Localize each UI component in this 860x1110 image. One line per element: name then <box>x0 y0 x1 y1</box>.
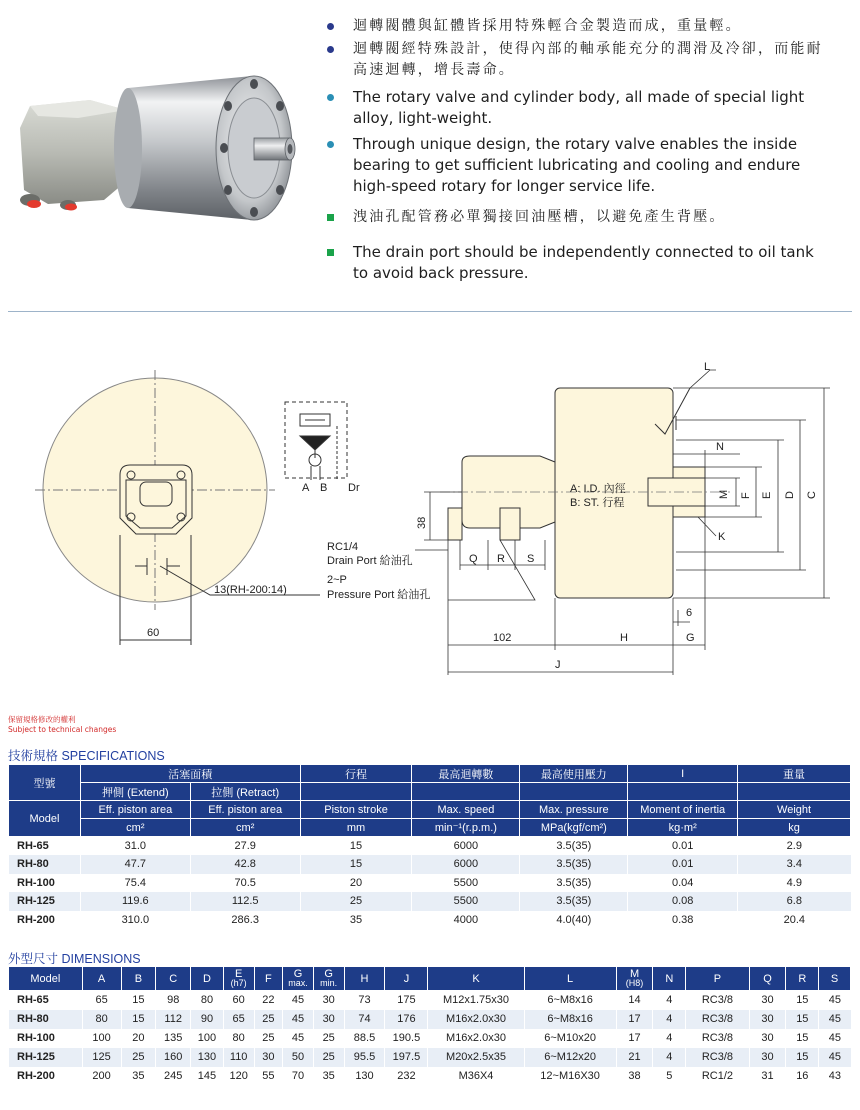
spec-cell: 2.9 <box>738 837 851 856</box>
feature-item <box>323 242 823 284</box>
dim-cell: RC3/8 <box>686 1010 749 1029</box>
dim-cell: 43 <box>819 1067 851 1086</box>
spec-cell: 42.8 <box>190 855 300 874</box>
dim-cell: M20x2.5x35 <box>428 1048 524 1067</box>
bullet-dot-icon <box>327 141 334 148</box>
dim-cell: 45 <box>283 991 314 1010</box>
dim-col-label: B <box>134 972 143 985</box>
bullet-square-icon <box>327 249 334 256</box>
dim-13-label: 13(RH-200:14) <box>214 584 287 596</box>
dim-cell: 6~M10x20 <box>524 1029 616 1048</box>
dim-cell: 74 <box>344 1010 385 1029</box>
spec-cell: 0.04 <box>628 874 738 893</box>
dim-cell: 30 <box>749 1029 786 1048</box>
col-speed-en: Max. speed <box>412 801 520 819</box>
spec-cell: 4000 <box>412 911 520 930</box>
dim-col-header <box>313 967 344 991</box>
dim-cell: 80 <box>191 991 224 1010</box>
dim-cell: 98 <box>156 991 191 1010</box>
bullet-dot-icon <box>327 23 334 30</box>
spec-cell: 286.3 <box>190 911 300 930</box>
dim-cell: 80 <box>82 1010 121 1029</box>
spec-cell: 5500 <box>412 874 520 893</box>
dim-cell: 15 <box>786 991 819 1010</box>
dim-col-label: G <box>324 968 333 980</box>
dim-cell: 21 <box>616 1048 653 1067</box>
dim-col-sublabel: min. <box>320 978 338 988</box>
dim-m-label: M <box>718 489 730 499</box>
dim-cell: 4 <box>653 1048 686 1067</box>
dim-cell: 135 <box>156 1029 191 1048</box>
dim-row <box>9 1010 851 1029</box>
dim-cell: 120 <box>223 1067 254 1086</box>
dim-cell: 130 <box>344 1067 385 1086</box>
dim-model-cell: RH-100 <box>9 1029 83 1048</box>
dim-cell: 5 <box>653 1067 686 1086</box>
port-label-a: A <box>302 482 310 494</box>
spec-cell: 35 <box>300 911 412 930</box>
dim-cell: 50 <box>283 1048 314 1067</box>
dim-row <box>9 1067 851 1086</box>
dim-e-label: E <box>761 491 773 499</box>
dim-col-label: G <box>293 968 303 980</box>
unit-weight: kg <box>738 819 851 837</box>
dim-cell: 22 <box>254 991 283 1010</box>
dim-cell: M16x2.0x30 <box>428 1029 524 1048</box>
col-extend: 押側 (Extend) <box>80 783 190 801</box>
spec-cell: 20 <box>300 874 412 893</box>
spec-cell: 15 <box>300 855 412 874</box>
unit-inertia: kg·m² <box>628 819 738 837</box>
dim-cell: RC3/8 <box>686 1029 749 1048</box>
dim-cell: 55 <box>254 1067 283 1086</box>
specifications-body <box>9 837 851 930</box>
feature-text: 迴轉閥體與缸體皆採用特殊輕合金製造而成，重量輕。 <box>353 18 742 34</box>
dim-cell: 130 <box>191 1048 224 1067</box>
dim-cell: 15 <box>121 991 156 1010</box>
dim-cell: M12x1.75x30 <box>428 991 524 1010</box>
dim-col-label: F <box>264 972 272 985</box>
dim-cell: 4 <box>653 1029 686 1048</box>
technical-change-notice <box>8 715 116 735</box>
dim-cell: 30 <box>254 1048 283 1067</box>
spec-cell: 6000 <box>412 837 520 856</box>
dim-j-label: J <box>555 659 561 671</box>
spec-row <box>9 874 851 893</box>
feature-item <box>323 207 823 228</box>
spec-cell: 75.4 <box>80 874 190 893</box>
dim-cell: 25 <box>313 1048 344 1067</box>
col-area-zh: 活塞面積 <box>80 765 300 783</box>
spec-model-cell: RH-200 <box>9 911 81 930</box>
spec-cell: 3.5(35) <box>520 874 628 893</box>
dim-cell: RC3/8 <box>686 1048 749 1067</box>
spec-row <box>9 911 851 930</box>
dim-cell: 45 <box>819 991 851 1010</box>
spec-cell: 47.7 <box>80 855 190 874</box>
dim-38-label: 38 <box>416 516 428 529</box>
dim-model-cell: RH-125 <box>9 1048 83 1067</box>
col-model-en: Model <box>9 801 81 837</box>
dim-cell: 65 <box>82 991 121 1010</box>
two-p-label: 2~P <box>327 574 347 586</box>
st-label: B: ST. 行程 <box>570 497 625 509</box>
col-weight-en: Weight <box>738 801 851 819</box>
dim-cell: RC1/2 <box>686 1067 749 1086</box>
specifications-table <box>8 764 851 929</box>
dim-model-cell: RH-200 <box>9 1067 83 1086</box>
spec-cell: 119.6 <box>80 892 190 911</box>
dim-cell: 73 <box>344 991 385 1010</box>
dim-col-sublabel: (H8) <box>625 978 644 988</box>
dim-cell: 45 <box>283 1029 314 1048</box>
bullet-square-icon <box>327 214 334 221</box>
dim-cell: 16 <box>786 1067 819 1086</box>
notice-zh: 保留規格修改的權利 <box>8 715 76 724</box>
spec-cell: 27.9 <box>190 837 300 856</box>
dim-cell: 4 <box>653 1010 686 1029</box>
dim-col-header <box>653 967 686 991</box>
spec-cell: 0.01 <box>628 837 738 856</box>
section-divider <box>8 311 852 312</box>
dim-cell: 100 <box>191 1029 224 1048</box>
dim-cell: 190.5 <box>385 1029 428 1048</box>
dim-f-label: F <box>740 492 752 499</box>
dim-col-label: K <box>472 972 480 985</box>
dim-s-label: S <box>527 553 535 565</box>
dim-col-header <box>524 967 616 991</box>
rc-label: RC1/4 <box>327 541 359 553</box>
dim-col-sublabel: max. <box>288 978 308 988</box>
unit-speed: min⁻¹(r.p.m.) <box>412 819 520 837</box>
product-photo <box>8 58 308 233</box>
dimensions-title: 外型尺寸 DIMENSIONS <box>8 952 141 966</box>
dim-cell: 35 <box>121 1067 156 1086</box>
dim-cell: 197.5 <box>385 1048 428 1067</box>
dim-col-header <box>121 967 156 991</box>
dim-cell: 6~M8x16 <box>524 1010 616 1029</box>
dim-cell: 45 <box>819 1048 851 1067</box>
col-eff-extend: Eff. piston area <box>80 801 190 819</box>
dim-q-label: Q <box>469 553 478 565</box>
spec-cell: 25 <box>300 892 412 911</box>
drain-port-label: Drain Port 給油孔 <box>327 555 413 567</box>
spec-cell: 112.5 <box>190 892 300 911</box>
dim-col-header <box>819 967 851 991</box>
feature-item <box>323 87 823 129</box>
bullet-dot-icon <box>327 94 334 101</box>
dim-col-label: R <box>798 972 807 985</box>
dim-cell: 31 <box>749 1067 786 1086</box>
dim-col-label: Q <box>763 972 772 985</box>
dim-r-label: R <box>497 553 505 565</box>
dim-cell: 38 <box>616 1067 653 1086</box>
dim-cell: 95.5 <box>344 1048 385 1067</box>
dim-cell: 6~M12x20 <box>524 1048 616 1067</box>
col-inertia-en: Moment of inertia <box>628 801 738 819</box>
dim-cell: 200 <box>82 1067 121 1086</box>
dim-cell: M36X4 <box>428 1067 524 1086</box>
dim-n-label: N <box>716 441 724 453</box>
dim-cell: 112 <box>156 1010 191 1029</box>
dim-cell: 145 <box>191 1067 224 1086</box>
spec-cell: 3.5(35) <box>520 837 628 856</box>
dim-col-header <box>191 967 224 991</box>
dim-cell: 30 <box>313 991 344 1010</box>
dim-col-header <box>749 967 786 991</box>
feature-text: 迴轉閥經特殊設計，使得內部的軸承能充分的潤滑及冷卻，而能耐高速迴轉，增長壽命。 <box>353 41 823 78</box>
spec-cell: 15 <box>300 837 412 856</box>
dim-cell: 30 <box>749 991 786 1010</box>
dimensions-header <box>9 967 851 991</box>
dim-102-label: 102 <box>493 632 512 644</box>
dim-cell: 25 <box>313 1029 344 1048</box>
spec-row <box>9 892 851 911</box>
dim-row <box>9 1029 851 1048</box>
col-speed-zh: 最高迴轉數 <box>412 765 520 783</box>
dim-col-sublabel: (h7) <box>230 978 247 988</box>
dim-cell: 125 <box>82 1048 121 1067</box>
dim-cell: 30 <box>749 1048 786 1067</box>
dim-6-label: 6 <box>686 607 693 619</box>
dim-cell: 45 <box>283 1010 314 1029</box>
dim-cell: 175 <box>385 991 428 1010</box>
spec-model-cell: RH-125 <box>9 892 81 911</box>
spec-model-cell: RH-80 <box>9 855 81 874</box>
feature-item <box>323 16 823 37</box>
dim-c-label: C <box>806 491 818 499</box>
feature-text: The rotary valve and cylinder body, all made of special light alloy, light-weight. <box>353 88 805 127</box>
dim-row <box>9 1048 851 1067</box>
unit-extend: cm² <box>80 819 190 837</box>
feature-text: Through unique design, the rotary valve enables the inside bearing to get sufficient lubricating and cooling and endure high-speed rotary for longer service life. <box>353 135 801 195</box>
spec-cell: 310.0 <box>80 911 190 930</box>
spec-model-cell: RH-65 <box>9 837 81 856</box>
dim-col-header <box>82 967 121 991</box>
dim-col-header <box>428 967 524 991</box>
col-retract: 拉側 (Retract) <box>190 783 300 801</box>
dim-col-header <box>156 967 191 991</box>
id-label: A: I.D. 內徑 <box>570 483 626 495</box>
unit-pressure: MPa(kgf/cm²) <box>520 819 628 837</box>
spec-cell: 0.38 <box>628 911 738 930</box>
spec-cell: 3.5(35) <box>520 892 628 911</box>
dim-row <box>9 991 851 1010</box>
dim-col-label: Model <box>30 972 61 985</box>
dim-col-label: N <box>665 972 674 985</box>
dim-cell: RC3/8 <box>686 991 749 1010</box>
dim-cell: 176 <box>385 1010 428 1029</box>
dim-cell: 25 <box>254 1029 283 1048</box>
dim-cell: 90 <box>191 1010 224 1029</box>
dim-g-label: G <box>686 632 695 644</box>
dim-cell: 80 <box>223 1029 254 1048</box>
dim-cell: 25 <box>121 1048 156 1067</box>
port-label-dr: Dr <box>348 482 360 494</box>
dim-col-label: H <box>360 972 369 985</box>
dim-cell: 60 <box>223 991 254 1010</box>
dim-cell: 35 <box>313 1067 344 1086</box>
spec-cell: 5500 <box>412 892 520 911</box>
pressure-port-label: Pressure Port 給油孔 <box>327 589 431 601</box>
dim-cell: 12~M16X30 <box>524 1067 616 1086</box>
dim-cell: 4 <box>653 991 686 1010</box>
dim-col-label: D <box>202 972 211 985</box>
dim-cell: 160 <box>156 1048 191 1067</box>
feature-list <box>323 16 823 289</box>
col-inertia-zh: I <box>628 765 738 783</box>
dim-cell: 45 <box>819 1029 851 1048</box>
unit-retract: cm² <box>190 819 300 837</box>
feature-text: 洩油孔配管務必單獨接回油壓槽，以避免產生背壓。 <box>353 209 726 225</box>
dim-cell: 20 <box>121 1029 156 1048</box>
col-stroke-en: Piston stroke <box>300 801 412 819</box>
dim-cell: 100 <box>82 1029 121 1048</box>
spec-cell: 3.4 <box>738 855 851 874</box>
spec-cell: 3.5(35) <box>520 855 628 874</box>
dim-col-header <box>385 967 428 991</box>
dim-cell: 14 <box>616 991 653 1010</box>
dim-cell: 25 <box>254 1010 283 1029</box>
dim-k-label: K <box>718 531 726 543</box>
notice-en: Subject to technical changes <box>8 725 117 734</box>
feature-text: The drain port should be independently connected to oil tank to avoid back pressure. <box>353 243 814 282</box>
spec-cell: 6.8 <box>738 892 851 911</box>
specifications-title: 技術規格 SPECIFICATIONS <box>8 749 165 763</box>
dim-cell: 88.5 <box>344 1029 385 1048</box>
dim-d-label: D <box>784 491 796 499</box>
spec-cell: 6000 <box>412 855 520 874</box>
dim-cell: 6~M8x16 <box>524 991 616 1010</box>
dim-cell: 70 <box>283 1067 314 1086</box>
col-stroke-zh: 行程 <box>300 765 412 783</box>
dimensions-body <box>9 991 851 1086</box>
dim-col-header <box>254 967 283 991</box>
dim-60-label: 60 <box>147 627 160 639</box>
bullet-dot-icon <box>327 46 334 53</box>
dim-cell: 30 <box>313 1010 344 1029</box>
dim-cell: 15 <box>121 1010 156 1029</box>
col-weight-zh: 重量 <box>738 765 851 783</box>
dimensions-table <box>8 966 851 1086</box>
col-pressure-en: Max. pressure <box>520 801 628 819</box>
dim-col-header <box>616 967 653 991</box>
spec-cell: 4.0(40) <box>520 911 628 930</box>
dim-col-header <box>344 967 385 991</box>
dim-l-label: L <box>704 361 711 373</box>
col-pressure-zh: 最高使用壓力 <box>520 765 628 783</box>
dim-cell: 232 <box>385 1067 428 1086</box>
port-label-b: B <box>320 482 328 494</box>
feature-item <box>323 134 823 197</box>
dim-col-header <box>223 967 254 991</box>
spec-cell: 0.01 <box>628 855 738 874</box>
dim-cell: 15 <box>786 1010 819 1029</box>
dim-col-label: M <box>629 968 640 980</box>
dim-cell: 15 <box>786 1048 819 1067</box>
dim-col-header <box>9 967 83 991</box>
dim-cell: 17 <box>616 1029 653 1048</box>
unit-stroke: mm <box>300 819 412 837</box>
feature-item <box>323 39 823 81</box>
dim-col-label: C <box>169 972 178 985</box>
dim-col-label: E <box>235 968 243 980</box>
spec-model-cell: RH-100 <box>9 874 81 893</box>
dim-cell: 17 <box>616 1010 653 1029</box>
dim-col-label: S <box>830 972 839 985</box>
dim-col-label: A <box>97 972 106 985</box>
dim-col-header <box>786 967 819 991</box>
dim-cell: M16x2.0x30 <box>428 1010 524 1029</box>
spec-cell: 0.08 <box>628 892 738 911</box>
dim-cell: 45 <box>819 1010 851 1029</box>
dim-model-cell: RH-80 <box>9 1010 83 1029</box>
spec-cell: 20.4 <box>738 911 851 930</box>
dim-cell: 65 <box>223 1010 254 1029</box>
col-eff-retract: Eff. piston area <box>190 801 300 819</box>
dim-cell: 15 <box>786 1029 819 1048</box>
dim-cell: 245 <box>156 1067 191 1086</box>
dim-col-header <box>686 967 749 991</box>
dim-model-cell: RH-65 <box>9 991 83 1010</box>
dim-col-header <box>283 967 314 991</box>
col-model-zh: 型號 <box>9 765 81 801</box>
dim-cell: 110 <box>223 1048 254 1067</box>
dim-col-label: P <box>713 972 722 985</box>
spec-row <box>9 855 851 874</box>
dim-col-label: L <box>567 972 574 985</box>
dim-col-label: J <box>403 972 410 985</box>
technical-drawing <box>0 330 860 690</box>
spec-cell: 31.0 <box>80 837 190 856</box>
spec-cell: 4.9 <box>738 874 851 893</box>
dim-cell: 30 <box>749 1010 786 1029</box>
dim-h-label: H <box>620 632 628 644</box>
spec-row <box>9 837 851 856</box>
spec-cell: 70.5 <box>190 874 300 893</box>
